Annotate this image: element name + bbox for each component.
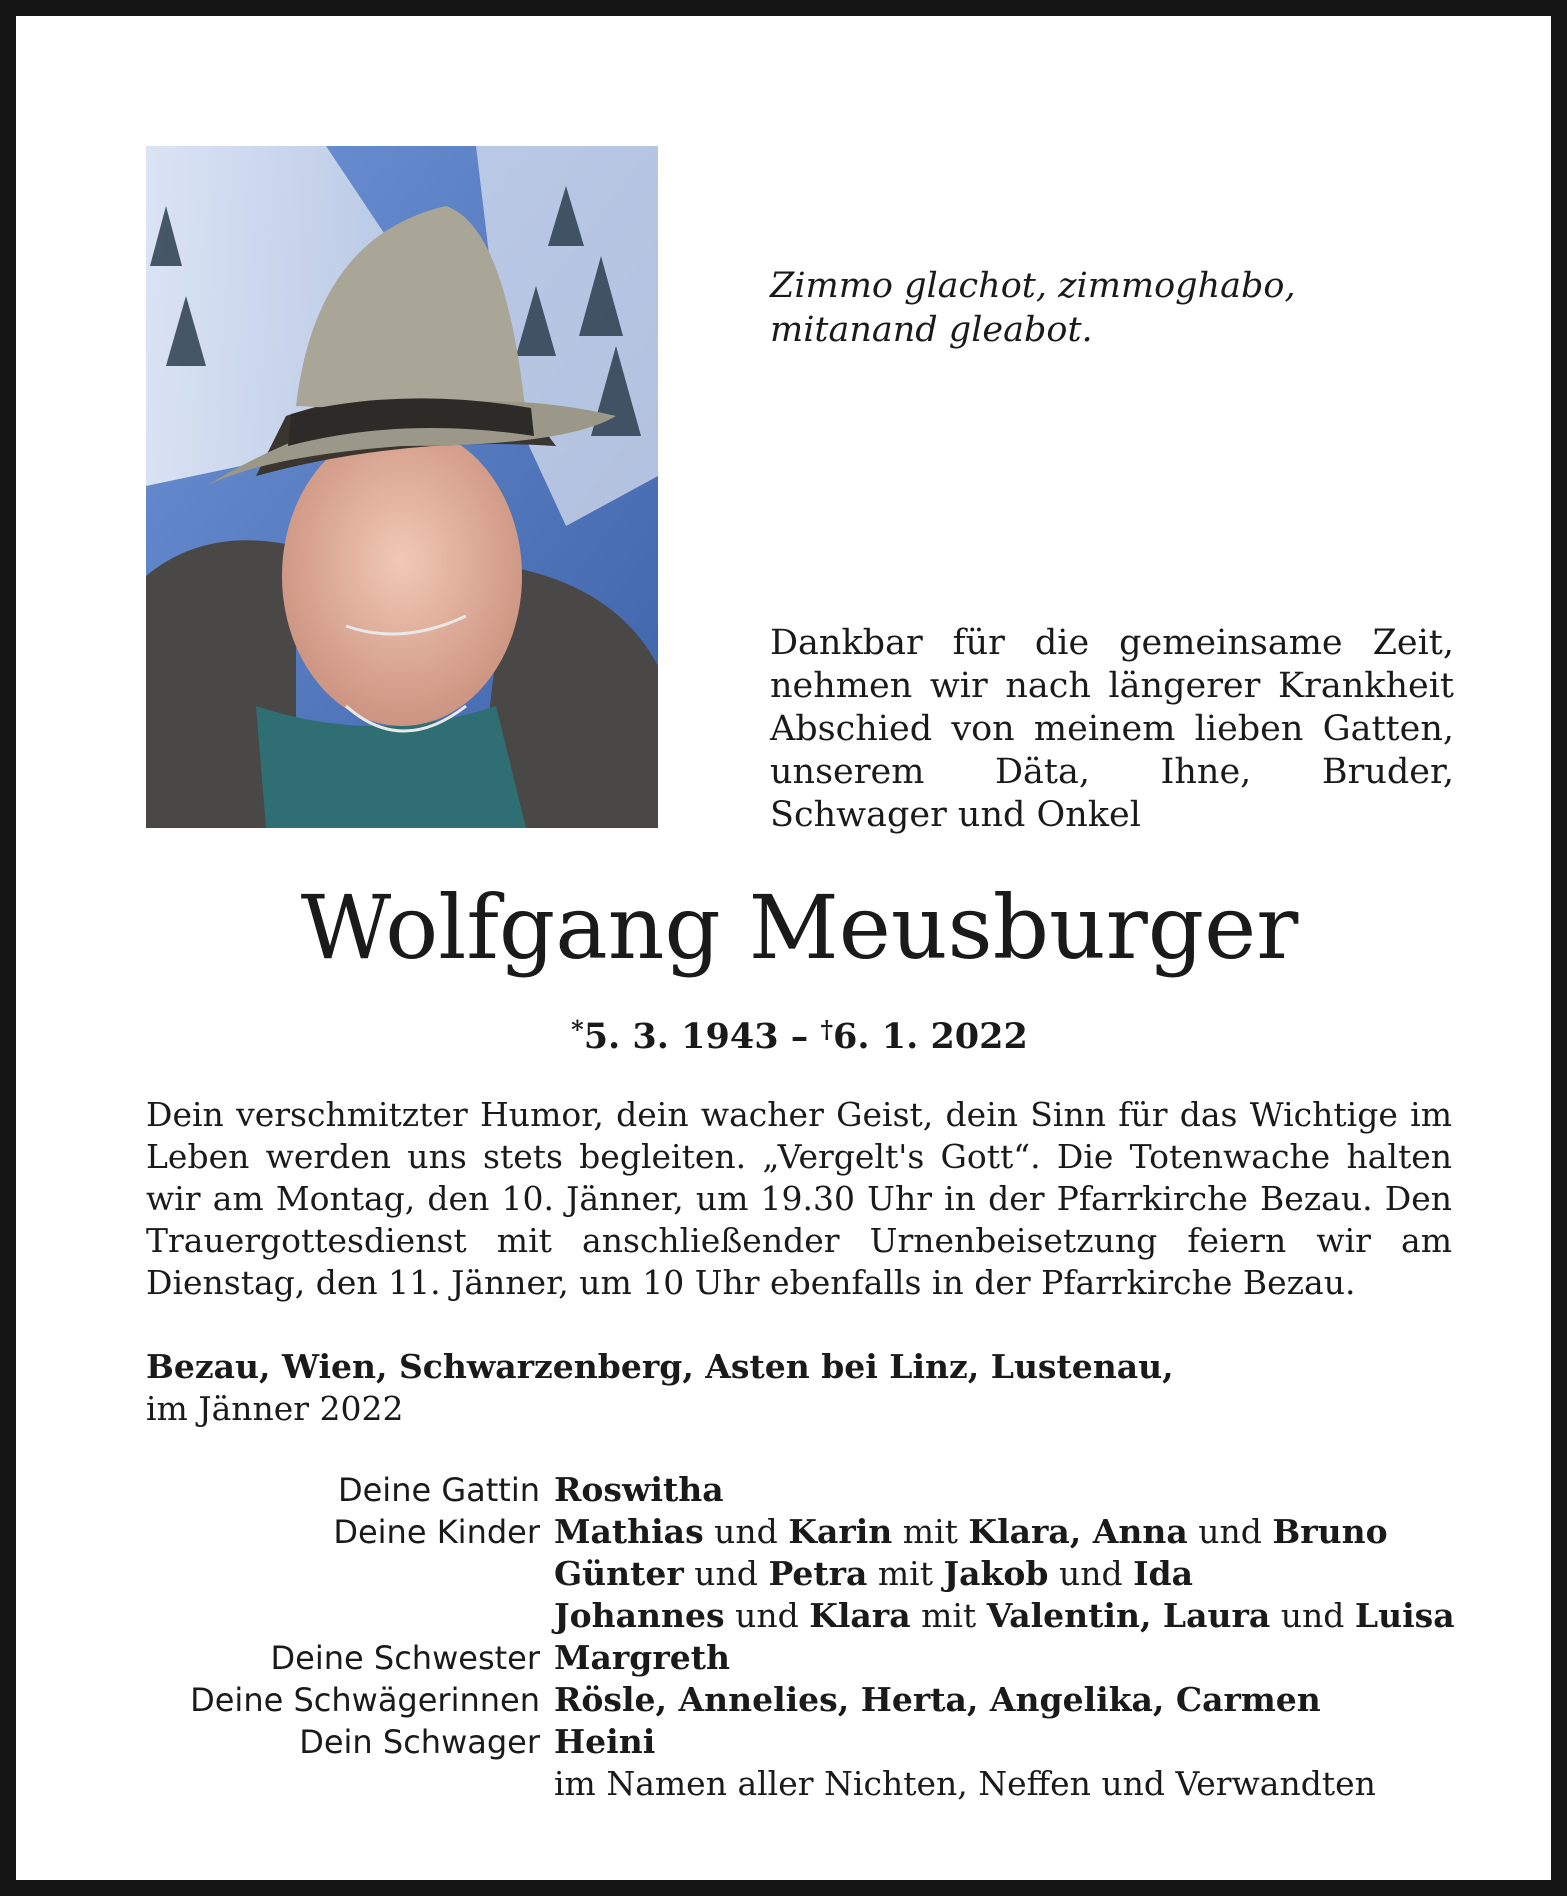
grandchildren-names: Bruno — [1272, 1512, 1388, 1551]
date-separator: – — [778, 1016, 821, 1057]
life-dates — [16, 1008, 1567, 1059]
family-row — [116, 1511, 1516, 1553]
partner-name: Petra — [768, 1554, 868, 1593]
connector: mit — [921, 1596, 977, 1635]
death-symbol: † — [820, 1015, 833, 1044]
connector: und — [1198, 1512, 1262, 1551]
portrait-photo — [146, 146, 658, 828]
birth-date: 5. 3. 1943 — [583, 1016, 779, 1057]
poem-line-2: mitanand gleabot. — [770, 310, 1093, 350]
places-block — [146, 1346, 1446, 1430]
family-names — [554, 1511, 1516, 1553]
family-closing: im Namen aller Nichten, Neffen und Verwandten — [554, 1764, 1376, 1803]
grandchildren-names: Luisa — [1354, 1596, 1455, 1635]
family-row — [116, 1679, 1516, 1721]
family-label: Deine Gattin — [337, 1471, 540, 1509]
body-text: Dein verschmitzter Humor, dein wacher Geist, dein Sinn für das Wichtige im Leben werden uns stets begleiten. „Vergelt's Gott“. Die Totenwache halten wir am Montag, den 10. Jänner, um 19.30 Uhr in der Pfarrkirche Bezau. Den Trauergottesdienst mit anschließender Urnenbeisetzung feiern wir am Dienstag, den 11. Jänner, um 10 Uhr ebenfalls in der Pfarrkirche Bezau. — [146, 1095, 1452, 1302]
connector: und — [1280, 1596, 1345, 1635]
places-towns: Bezau, Wien, Schwarzenberg, Asten bei Linz, Lustenau, — [146, 1347, 1174, 1386]
family-names — [554, 1595, 1516, 1637]
family-row — [116, 1637, 1516, 1679]
family-names: Rösle, Annelies, Herta, Angelika, Carmen — [554, 1680, 1321, 1719]
family-label: Dein Schwager — [299, 1723, 540, 1761]
connector: mit — [902, 1512, 958, 1551]
poem — [770, 264, 1330, 352]
connector: und — [1058, 1554, 1123, 1593]
family-row — [116, 1469, 1516, 1511]
family-row — [116, 1595, 1516, 1637]
family-names: Heini — [554, 1722, 656, 1761]
family-names: Roswitha — [554, 1470, 724, 1509]
grandchildren-names: Ida — [1133, 1554, 1193, 1593]
family-label: Deine Kinder — [333, 1513, 540, 1551]
grandchildren-names: Jakob — [943, 1554, 1049, 1593]
family-names — [554, 1553, 1516, 1595]
family-row — [116, 1763, 1516, 1805]
deceased-name: Wolfgang Meusburger — [300, 876, 1299, 979]
connector: und — [735, 1596, 799, 1635]
partner-name: Klara — [809, 1596, 911, 1635]
portrait-photo-icon — [146, 146, 658, 828]
child-name: Johannes — [554, 1596, 725, 1635]
connector: und — [694, 1554, 758, 1593]
connector: mit — [877, 1554, 933, 1593]
partner-name: Karin — [788, 1512, 893, 1551]
grandchildren-names: Klara, Anna — [968, 1512, 1188, 1551]
family-row — [116, 1721, 1516, 1763]
family-label: Deine Schwester — [270, 1639, 540, 1677]
child-name: Günter — [554, 1554, 684, 1593]
family-row — [116, 1553, 1516, 1595]
birth-symbol: * — [571, 1015, 584, 1044]
family-names: Margreth — [554, 1638, 730, 1677]
poem-line-1: Zimmo glachot, zimmoghabo, — [770, 266, 1296, 306]
places-date: im Jänner 2022 — [146, 1389, 404, 1428]
grandchildren-names: Valentin, Laura — [986, 1596, 1271, 1635]
child-name: Mathias — [554, 1512, 704, 1551]
family-label: Deine Schwägerinnen — [190, 1681, 540, 1719]
intro-text: Dankbar für die gemeinsame Zeit, nehmen wir nach längerer Krankheit Abschied von meinem lieben Gatten, unserem Däta, Ihne, Bruder, Schwager und Onkel — [770, 623, 1454, 835]
connector: und — [714, 1512, 778, 1551]
family-list — [116, 1469, 1516, 1805]
death-date: 6. 1. 2022 — [833, 1016, 1028, 1057]
